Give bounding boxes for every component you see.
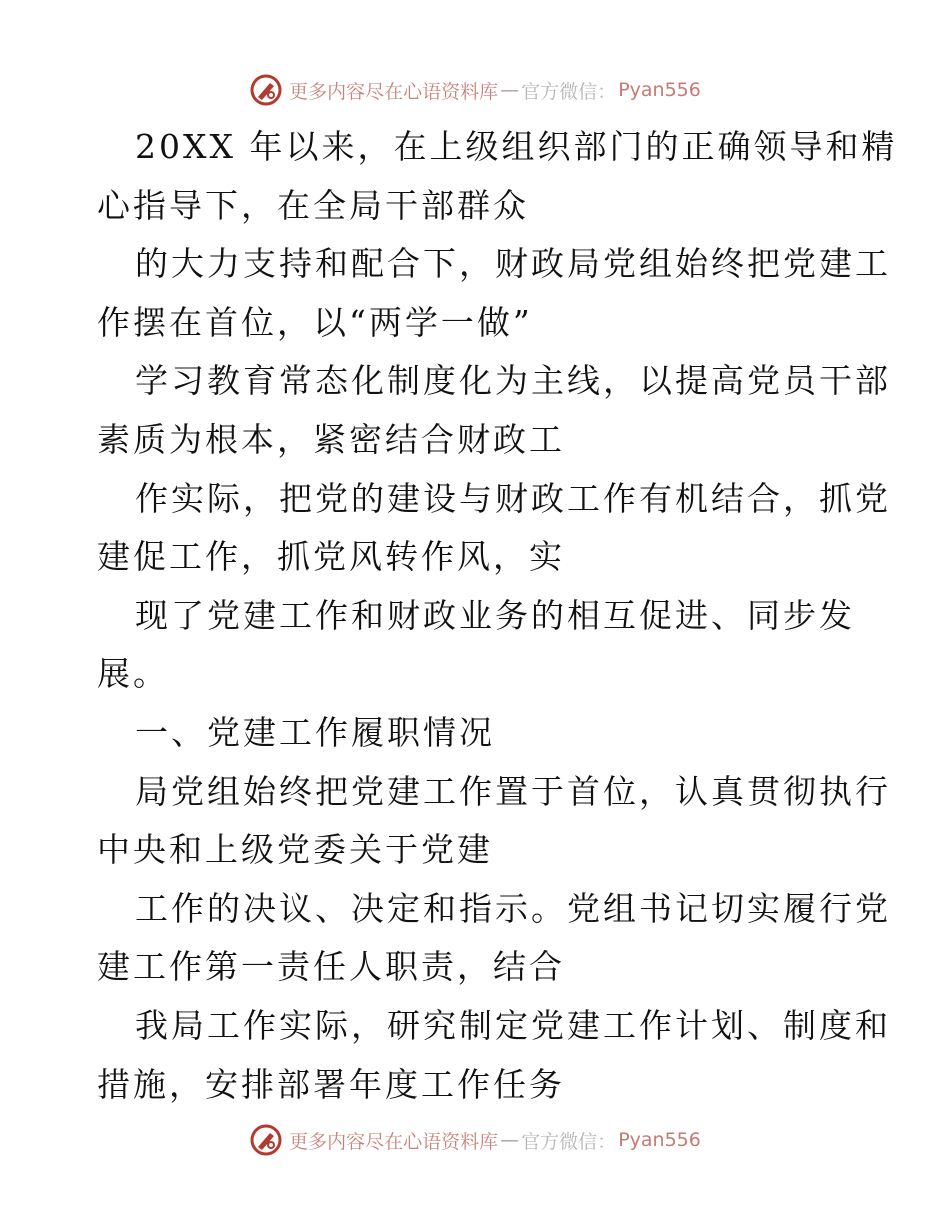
paragraph-line: 工作的决议、决定和指示。党组书记切实履行党: [135, 888, 891, 928]
paragraph-line: 中央和上级党委关于党建: [97, 830, 493, 870]
brand-logo-icon: [249, 1123, 283, 1157]
watermark-wechat-label: 官方微信：: [521, 80, 617, 103]
watermark-brand-text: 更多内容尽在心语资料库: [289, 80, 499, 103]
paragraph-line: 建工作第一责任人职责，结合: [97, 947, 565, 987]
paragraph-line: 现了党建工作和财政业务的相互促进、同步发: [135, 595, 855, 635]
watermark-dash: —: [500, 1129, 520, 1151]
watermark-wechat-label: 官方微信：: [521, 1130, 617, 1153]
paragraph-line: 作摆在首位，以“两学一做”: [97, 302, 533, 342]
paragraph-line: 20XX 年以来，在上级组织部门的正确领导和精: [135, 127, 898, 166]
paragraph-line: 局党组始终把党建工作置于首位，认真贯彻执行: [135, 771, 891, 811]
footer-watermark: [0, 1120, 950, 1160]
watermark-account: Pyan556: [618, 1129, 701, 1151]
watermark-account: Pyan556: [618, 79, 701, 101]
document-body: [97, 118, 898, 1114]
paragraph-line: 的大力支持和配合下，财政局党组始终把党建工: [135, 244, 891, 284]
paragraph-line: 措施，安排部署年度工作任务: [97, 1064, 565, 1104]
paragraph-line: 作实际，把党的建设与财政工作有机结合，抓党: [135, 478, 891, 518]
header-watermark: [0, 70, 950, 110]
paragraph-line: 建促工作，抓党风转作风，实: [97, 537, 565, 577]
paragraph-line: 我局工作实际，研究制定党建工作计划、制度和: [135, 1005, 891, 1045]
section-heading: 一、党建工作履职情况: [135, 712, 495, 752]
watermark-dash: —: [500, 79, 520, 101]
brand-logo-icon: [249, 73, 283, 107]
paragraph-line: 素质为根本，紧密结合财政工: [97, 419, 565, 459]
paragraph-line: 学习教育常态化制度化为主线，以提高党员干部: [135, 361, 891, 401]
paragraph-line: 心指导下，在全局干部群众: [97, 185, 529, 225]
watermark-brand-text: 更多内容尽在心语资料库: [289, 1130, 499, 1153]
paragraph-line: 展。: [97, 654, 169, 694]
